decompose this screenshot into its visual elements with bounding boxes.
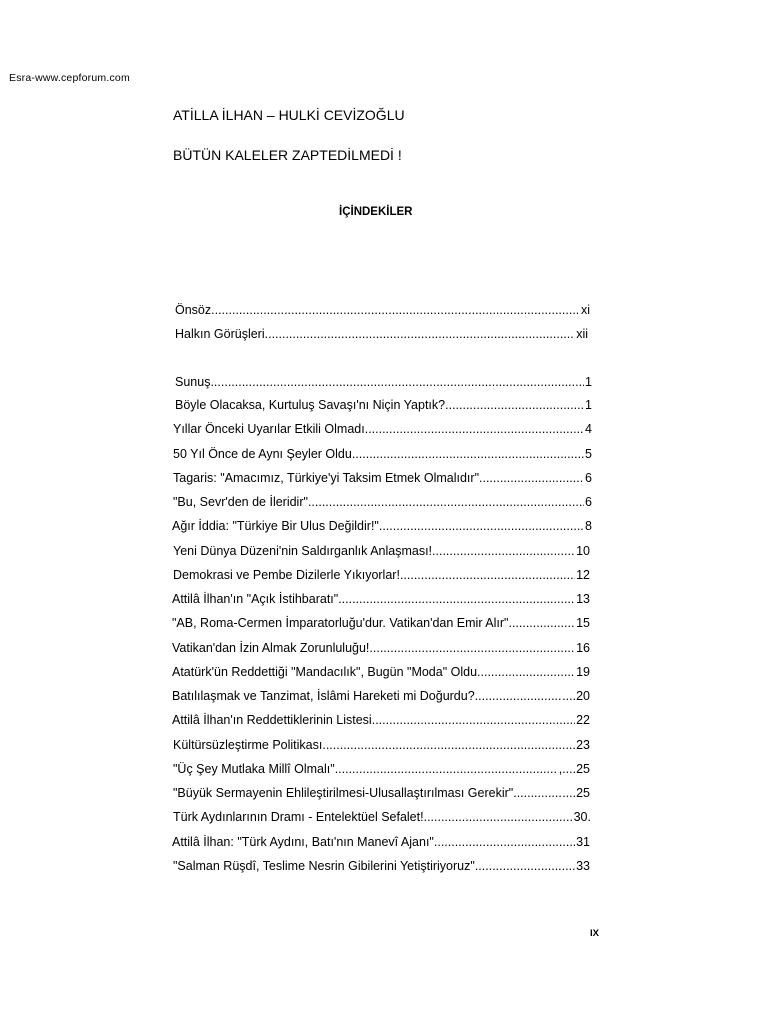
toc-leader xyxy=(265,326,576,342)
toc-entry xyxy=(173,858,590,874)
toc-entry-title: "Bu, Sevr'den de İleridir" xyxy=(173,495,308,509)
toc-leader xyxy=(335,761,558,777)
toc-leader xyxy=(352,446,584,462)
toc-entry-title: Kültürsüzleştirme Politikası xyxy=(173,738,323,752)
book-authors: ATİLLA İLHAN – HULKİ CEVİZOĞLU xyxy=(173,107,405,123)
toc-leader xyxy=(338,591,575,607)
toc-entry xyxy=(175,302,590,318)
toc-entry-title: Böyle Olacaksa, Kurtuluş Savaşı'nı Niçin Yaptık? xyxy=(175,398,446,412)
toc-entry-title: Yıllar Önceki Uyarılar Etkili Olmadı xyxy=(173,422,365,436)
toc-leader xyxy=(211,302,580,318)
toc-leader xyxy=(475,858,575,874)
toc-leader xyxy=(308,494,584,510)
toc-leader xyxy=(508,615,575,631)
toc-entry-page: 19 xyxy=(576,665,590,679)
toc-leader xyxy=(434,834,575,850)
toc-entry-page: 6 xyxy=(585,471,592,485)
page-number: IX xyxy=(590,928,599,939)
toc-entry-title: Tagaris: "Amacımız, Türkiye'yi Taksim Etmek Olmalıdır" xyxy=(173,471,479,485)
toc-entry-page: 13 xyxy=(576,592,590,606)
toc-entry xyxy=(172,834,590,850)
toc-entry-title: Batılılaşmak ve Tanzimat, İslâmi Hareketi mi Doğurdu? xyxy=(172,689,475,703)
toc-entry-page: 33 xyxy=(576,859,590,873)
toc-entry-title: Sunuş xyxy=(175,375,211,389)
book-title: BÜTÜN KALELER ZAPTEDİLMEDİ ! xyxy=(173,147,402,163)
toc-entry-title: Vatikan'dan İzin Almak Zorunluluğu! xyxy=(172,641,370,655)
toc-entry-page: 30. xyxy=(573,810,591,824)
toc-entry-title: "AB, Roma-Cermen İmparatorluğu'dur. Vatikan'dan Emir Alır" xyxy=(172,616,509,630)
toc-entry-page: ....25 xyxy=(562,786,590,800)
toc-entry xyxy=(172,591,590,607)
toc-entry-page: 5 xyxy=(585,447,592,461)
toc-entry-page: ....20 xyxy=(562,689,590,703)
toc-entry-page: 8 xyxy=(585,519,592,533)
toc-entry xyxy=(172,712,590,728)
toc-entry-title: Ağır İddia: "Türkiye Bir Ulus Değildir!" xyxy=(172,519,379,533)
toc-leader xyxy=(400,567,575,583)
toc-heading: İÇİNDEKİLER xyxy=(339,206,413,218)
toc-leader xyxy=(210,374,584,390)
toc-entry-title: Halkın Görüşleri xyxy=(175,327,265,341)
toc-leader xyxy=(372,712,575,728)
toc-entry-page: ,....25 xyxy=(558,762,590,776)
toc-leader xyxy=(479,470,584,486)
toc-entry xyxy=(172,518,592,534)
toc-entry xyxy=(173,809,591,825)
toc-entry-page: 4 xyxy=(585,422,592,436)
toc-entry-page: 22 xyxy=(576,713,590,727)
toc-leader xyxy=(445,397,584,413)
toc-entry xyxy=(172,664,590,680)
toc-leader xyxy=(424,809,573,825)
toc-entry xyxy=(173,567,590,583)
toc-entry xyxy=(175,397,592,413)
toc-entry-page: 12 xyxy=(576,568,590,582)
toc-entry xyxy=(172,688,590,704)
toc-entry-title: Türk Aydınlarının Dramı - Entelektüel Sefalet! xyxy=(173,810,424,824)
toc-entry-title: Önsöz xyxy=(175,303,212,317)
toc-entry xyxy=(172,640,590,656)
toc-leader xyxy=(379,518,584,534)
toc-entry-title: Attilâ İlhan'ın Reddettiklerinin Listesi xyxy=(172,713,372,727)
toc-entry-page: xi xyxy=(580,303,590,317)
toc-entry-title: "Büyük Sermayenin Ehlileştirilmesi-Ulusallaştırılması Gerekir" xyxy=(173,786,514,800)
toc-entry xyxy=(175,374,592,390)
toc-entry-title: 50 Yıl Önce de Aynı Şeyler Oldu xyxy=(173,447,352,461)
toc-entry xyxy=(173,494,592,510)
toc-entry-title: "Üç Şey Mutlaka Millî Olmalı" xyxy=(173,762,335,776)
toc-entry-title: Attilâ İlhan'ın "Açık İstihbaratı" xyxy=(172,592,339,606)
toc-entry-page: 10 xyxy=(576,544,590,558)
toc-entry xyxy=(172,615,590,631)
toc-entry-title: Yeni Dünya Düzeni'nin Saldırganlık Anlaşması! xyxy=(173,544,433,558)
toc-entry xyxy=(173,785,590,801)
toc-entry-title: Demokrasi ve Pembe Dizilerle Yıkıyorlar! xyxy=(173,568,400,582)
toc-entry-page: 6 xyxy=(585,495,592,509)
toc-entry-title: Attilâ İlhan: "Türk Aydını, Batı'nın Manevî Ajanı" xyxy=(172,835,434,849)
toc-leader xyxy=(322,737,575,753)
toc-entry-page: xii xyxy=(576,327,588,341)
toc-entry-title: "Salman Rüşdî, Teslime Nesrin Gibilerini Yetiştiriyoruz" xyxy=(173,859,475,873)
toc-entry-page: 1 xyxy=(585,375,592,389)
toc-entry xyxy=(173,470,592,486)
toc-entry-title: Atatürk'ün Reddettiği "Mandacılık", Bugün "Moda" Oldu xyxy=(172,665,478,679)
toc-entry xyxy=(173,761,590,777)
toc-entry-page: 31 xyxy=(576,835,590,849)
toc-entry xyxy=(173,737,590,753)
toc-leader xyxy=(513,785,561,801)
toc-leader xyxy=(432,543,575,559)
toc-entry xyxy=(173,446,592,462)
toc-entry xyxy=(175,326,588,342)
toc-leader xyxy=(365,421,584,437)
toc-entry-page: 23 xyxy=(576,738,590,752)
toc-leader xyxy=(477,664,575,680)
toc-leader xyxy=(369,640,575,656)
toc-entry xyxy=(173,421,592,437)
toc-entry-page: 1 xyxy=(585,398,592,412)
toc-entry-page: 15 xyxy=(576,616,590,630)
watermark: Esra-www.cepforum.com xyxy=(9,72,130,84)
toc-entry-page: 16 xyxy=(576,641,590,655)
toc-entry xyxy=(173,543,590,559)
toc-leader xyxy=(475,688,562,704)
